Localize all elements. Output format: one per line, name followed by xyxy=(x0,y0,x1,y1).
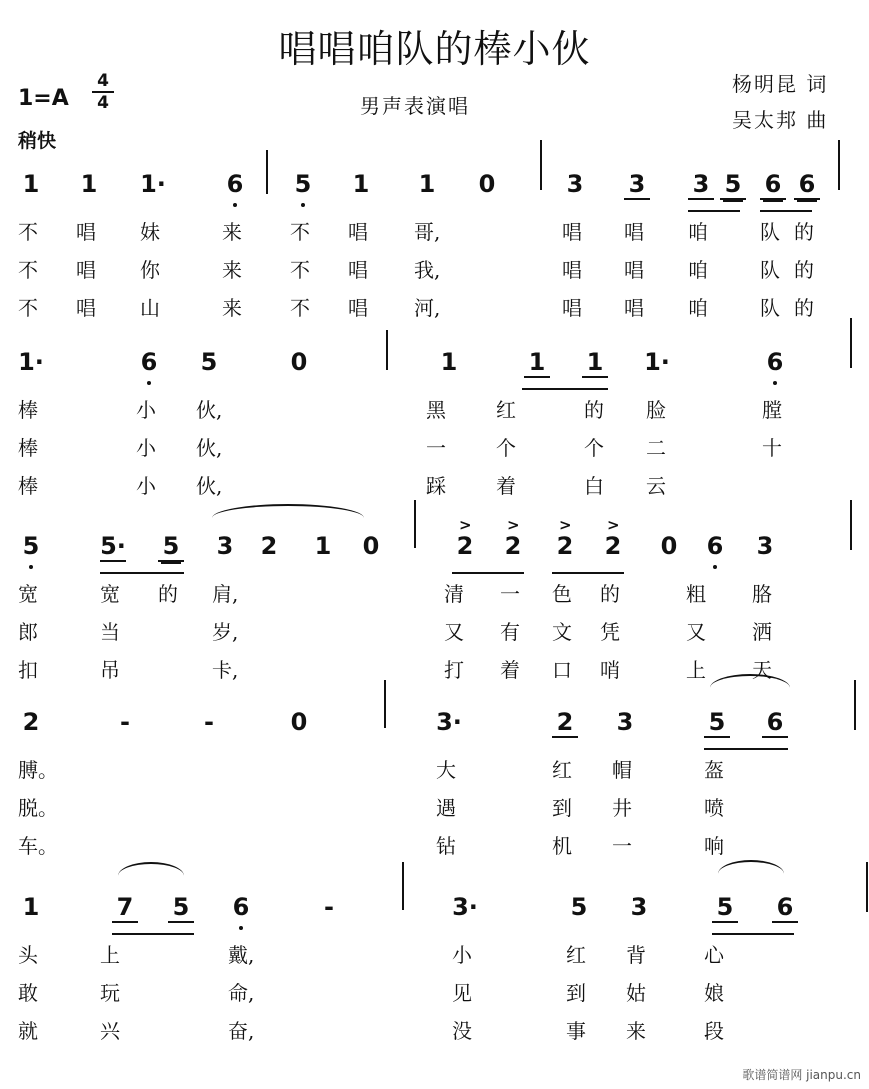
note: 1 xyxy=(524,348,550,378)
lyric-syllable: 小 xyxy=(136,398,156,422)
note: 0 xyxy=(478,170,496,198)
beam-line xyxy=(100,572,184,574)
note: 3· xyxy=(452,893,478,921)
lyric-syllable: 凭 xyxy=(600,620,620,644)
lyric-syllable: 我, xyxy=(414,258,441,282)
note: 6 xyxy=(222,170,248,198)
lyric-syllable: 个 xyxy=(584,436,604,460)
beam-line xyxy=(552,572,624,574)
note: 3 xyxy=(630,893,648,921)
lyric-syllable: 唱 xyxy=(562,258,582,282)
lyric-syllable: 到 xyxy=(566,981,586,1005)
lyric-syllable: 头 xyxy=(18,943,38,967)
note: 1 xyxy=(314,532,332,560)
composer-credit: 吴太邦 曲 xyxy=(732,108,829,132)
lyric-syllable: 云 xyxy=(646,474,666,498)
note: 2 xyxy=(22,708,40,736)
lyric-syllable: 小 xyxy=(136,436,156,460)
lyric-syllable: 上 xyxy=(686,658,706,682)
lyric-syllable: 哥, xyxy=(414,220,441,244)
lyric-syllable: 不 xyxy=(290,258,310,282)
lyric-syllable: 事 xyxy=(566,1019,586,1043)
lyric-syllable: 背 xyxy=(626,943,646,967)
note: 7 xyxy=(112,893,138,923)
barline xyxy=(866,862,868,912)
lyric-syllable: 小 xyxy=(452,943,472,967)
slur-arc xyxy=(718,860,784,874)
lyric-syllable: 卡, xyxy=(212,658,239,682)
note: 5 xyxy=(18,532,44,560)
lyric-syllable: 不 xyxy=(18,258,38,282)
note: 6 xyxy=(762,348,788,376)
lyric-syllable: 不 xyxy=(18,220,38,244)
performance-note: 男声表演唱 xyxy=(360,94,470,118)
lyric-syllable: 车。 xyxy=(18,834,58,858)
lyric-syllable: 膊。 xyxy=(18,758,58,782)
lyric-syllable: 姑 xyxy=(626,981,646,1005)
note: - xyxy=(324,893,334,921)
note: 5 xyxy=(720,170,746,200)
note: 3 xyxy=(566,170,584,198)
note: 3· xyxy=(436,708,462,736)
note: 3 xyxy=(616,708,634,736)
note: 6 xyxy=(772,893,798,923)
lyric-syllable: 命, xyxy=(228,981,255,1005)
barline xyxy=(850,500,852,550)
lyric-syllable: 郎 xyxy=(18,620,38,644)
lyric-syllable: 唱 xyxy=(624,296,644,320)
note: > 2 xyxy=(600,532,626,560)
note: 0 xyxy=(290,348,308,376)
lyric-syllable: 来 xyxy=(626,1019,646,1043)
lyric-syllable: 咱 xyxy=(688,220,708,244)
lyric-syllable: 色 xyxy=(552,582,572,606)
lyric-syllable: 洒 xyxy=(752,620,772,644)
lyric-syllable: 唱 xyxy=(348,296,368,320)
lyric-syllable: 又 xyxy=(686,620,706,644)
lyric-syllable: 胳 xyxy=(752,582,772,606)
lyric-syllable: 天 xyxy=(752,658,772,682)
note: 6 xyxy=(136,348,162,376)
note: 1· xyxy=(18,348,44,376)
lyric-syllable: 山 xyxy=(140,296,160,320)
lyric-syllable: 钻 xyxy=(436,834,456,858)
note: 6 xyxy=(762,708,788,738)
note: 3 xyxy=(624,170,650,200)
note: 5 xyxy=(168,893,194,923)
note: 3 xyxy=(756,532,774,560)
lyric-syllable: 岁, xyxy=(212,620,239,644)
lyric-syllable: 又 xyxy=(444,620,464,644)
lyric-syllable: 你 xyxy=(140,258,160,282)
lyric-syllable: 上 xyxy=(100,943,120,967)
lyric-syllable: 唱 xyxy=(562,220,582,244)
lyric-syllable: 来 xyxy=(222,258,242,282)
beam-line xyxy=(522,388,608,390)
lyric-syllable: 红 xyxy=(552,758,572,782)
lyric-syllable: 不 xyxy=(290,296,310,320)
lyric-syllable: 的 xyxy=(794,220,814,244)
page-title: 唱唱咱队的棒小伙 xyxy=(278,27,591,71)
note: > 2 xyxy=(500,532,526,560)
lyric-syllable: 的 xyxy=(600,582,620,606)
note: 1 xyxy=(22,893,40,921)
note: > 2 xyxy=(452,532,478,560)
lyric-syllable: 响 xyxy=(704,834,724,858)
lyric-syllable: 队 xyxy=(760,258,780,282)
lyric-syllable: 来 xyxy=(222,296,242,320)
lyric-syllable: 红 xyxy=(496,398,516,422)
watermark: 歌谱简谱网 jianpu.cn xyxy=(742,1068,861,1082)
tempo-marking: 稍快 xyxy=(18,130,57,152)
lyric-syllable: 戴, xyxy=(228,943,255,967)
lyric-syllable: 队 xyxy=(760,220,780,244)
beam-line xyxy=(760,210,812,212)
lyric-syllable: 来 xyxy=(222,220,242,244)
time-sig-bottom: 4 xyxy=(97,93,109,113)
lyric-syllable: 小 xyxy=(136,474,156,498)
lyric-syllable: 一 xyxy=(500,582,520,606)
lyric-syllable: 打 xyxy=(444,658,464,682)
beam-line xyxy=(112,933,194,935)
note: 1 xyxy=(80,170,98,198)
lyric-syllable: 唱 xyxy=(562,296,582,320)
time-sig-top: 4 xyxy=(97,71,109,91)
barline xyxy=(386,330,388,370)
note: 1 xyxy=(22,170,40,198)
note: 1 xyxy=(418,170,436,198)
lyric-syllable: 唱 xyxy=(348,258,368,282)
barline xyxy=(402,862,404,910)
note: 3 xyxy=(688,170,714,200)
note: 0 xyxy=(660,532,678,560)
note: 6 xyxy=(228,893,254,921)
lyric-syllable: 遇 xyxy=(436,796,456,820)
beam-line xyxy=(704,748,788,750)
barline xyxy=(414,500,416,548)
lyric-syllable: 文 xyxy=(552,620,572,644)
lyric-syllable: 不 xyxy=(290,220,310,244)
note: 5 xyxy=(704,708,730,738)
lyric-syllable: 机 xyxy=(552,834,572,858)
lyric-syllable: 宽 xyxy=(18,582,38,606)
barline xyxy=(838,140,840,190)
note: 5 xyxy=(570,893,588,921)
lyric-syllable: 红 xyxy=(566,943,586,967)
lyric-syllable: 敢 xyxy=(18,981,38,1005)
lyric-syllable: 唱 xyxy=(76,258,96,282)
lyric-syllable: 着 xyxy=(496,474,516,498)
lyric-syllable: 唱 xyxy=(624,258,644,282)
lyric-syllable: 有 xyxy=(500,620,520,644)
barline xyxy=(540,140,542,190)
note: 2 xyxy=(552,708,578,738)
lyric-syllable: 哨 xyxy=(600,658,620,682)
note: 5 xyxy=(158,532,184,562)
slur-arc xyxy=(212,504,364,518)
lyric-syllable: 膛 xyxy=(762,398,782,422)
lyric-syllable: 帽 xyxy=(612,758,632,782)
lyric-syllable: 棒 xyxy=(18,474,38,498)
lyric-syllable: 喷 xyxy=(704,796,724,820)
lyric-syllable: 见 xyxy=(452,981,472,1005)
lyric-syllable: 不 xyxy=(18,296,38,320)
lyric-syllable: 脸 xyxy=(646,398,666,422)
lyric-syllable: 唱 xyxy=(76,296,96,320)
note: > 2 xyxy=(552,532,578,560)
lyric-syllable: 没 xyxy=(452,1019,472,1043)
lyric-syllable: 脱。 xyxy=(18,796,58,820)
lyric-syllable: 棒 xyxy=(18,398,38,422)
note: - xyxy=(204,708,214,736)
lyric-syllable: 唱 xyxy=(624,220,644,244)
barline xyxy=(266,150,268,194)
beam-line xyxy=(452,572,524,574)
note: 5· xyxy=(100,532,126,560)
lyric-syllable: 伙, xyxy=(196,474,223,498)
lyric-syllable: 的 xyxy=(584,398,604,422)
barline xyxy=(850,318,852,368)
lyric-syllable: 的 xyxy=(794,258,814,282)
lyric-syllable: 十 xyxy=(762,436,782,460)
lyric-syllable: 肩, xyxy=(212,582,239,606)
note: 5 xyxy=(290,170,316,198)
lyric-syllable: 兴 xyxy=(100,1019,120,1043)
note: - xyxy=(120,708,130,736)
lyric-syllable: 粗 xyxy=(686,582,706,606)
lyric-syllable: 娘 xyxy=(704,981,724,1005)
lyric-syllable: 河, xyxy=(414,296,441,320)
lyric-syllable: 个 xyxy=(496,436,516,460)
lyric-syllable: 一 xyxy=(612,834,632,858)
key-signature: 1=A xyxy=(18,86,69,111)
slur-arc xyxy=(118,862,184,876)
lyric-syllable: 心 xyxy=(704,943,724,967)
lyric-syllable: 伙, xyxy=(196,436,223,460)
time-signature xyxy=(92,72,114,112)
beam-line xyxy=(712,933,794,935)
note: 3 xyxy=(216,532,234,560)
lyric-syllable: 伙, xyxy=(196,398,223,422)
lyric-syllable: 咱 xyxy=(688,296,708,320)
lyric-syllable: 踩 xyxy=(426,474,446,498)
note: 6 xyxy=(702,532,728,560)
note: 2 xyxy=(260,532,278,560)
lyricist-credit: 杨明昆 词 xyxy=(732,72,829,96)
beam-line xyxy=(688,210,740,212)
lyric-syllable: 大 xyxy=(436,758,456,782)
note: 1 xyxy=(582,348,608,378)
lyric-syllable: 的 xyxy=(794,296,814,320)
lyric-syllable: 唱 xyxy=(348,220,368,244)
note: 1· xyxy=(644,348,670,376)
lyric-syllable: 的 xyxy=(158,582,178,606)
lyric-syllable: 白 xyxy=(584,474,604,498)
slur-arc xyxy=(710,674,790,688)
barline xyxy=(854,680,856,730)
note: 5 xyxy=(712,893,738,923)
lyric-syllable: 就 xyxy=(18,1019,38,1043)
note: 6 xyxy=(794,170,820,200)
lyric-syllable: 吊 xyxy=(100,658,120,682)
lyric-syllable: 当 xyxy=(100,620,120,644)
lyric-syllable: 到 xyxy=(552,796,572,820)
lyric-syllable: 着 xyxy=(500,658,520,682)
lyric-syllable: 黑 xyxy=(426,398,446,422)
lyric-syllable: 队 xyxy=(760,296,780,320)
lyric-syllable: 口 xyxy=(552,658,572,682)
lyric-syllable: 扣 xyxy=(18,658,38,682)
note: 0 xyxy=(290,708,308,736)
lyric-syllable: 井 xyxy=(612,796,632,820)
lyric-syllable: 妹 xyxy=(140,220,160,244)
lyric-syllable: 二 xyxy=(646,436,666,460)
lyric-syllable: 玩 xyxy=(100,981,120,1005)
barline xyxy=(384,680,386,728)
lyric-syllable: 清 xyxy=(444,582,464,606)
lyric-syllable: 一 xyxy=(426,436,446,460)
lyric-syllable: 盔 xyxy=(704,758,724,782)
lyric-syllable: 奋, xyxy=(228,1019,255,1043)
lyric-syllable: 咱 xyxy=(688,258,708,282)
note: 6 xyxy=(760,170,786,200)
note: 1 xyxy=(352,170,370,198)
note: 1· xyxy=(140,170,166,198)
note: 1 xyxy=(440,348,458,376)
lyric-syllable: 唱 xyxy=(76,220,96,244)
lyric-syllable: 宽 xyxy=(100,582,120,606)
note: 0 xyxy=(362,532,380,560)
lyric-syllable: 棒 xyxy=(18,436,38,460)
lyric-syllable: 段 xyxy=(704,1019,724,1043)
note: 5 xyxy=(200,348,218,376)
